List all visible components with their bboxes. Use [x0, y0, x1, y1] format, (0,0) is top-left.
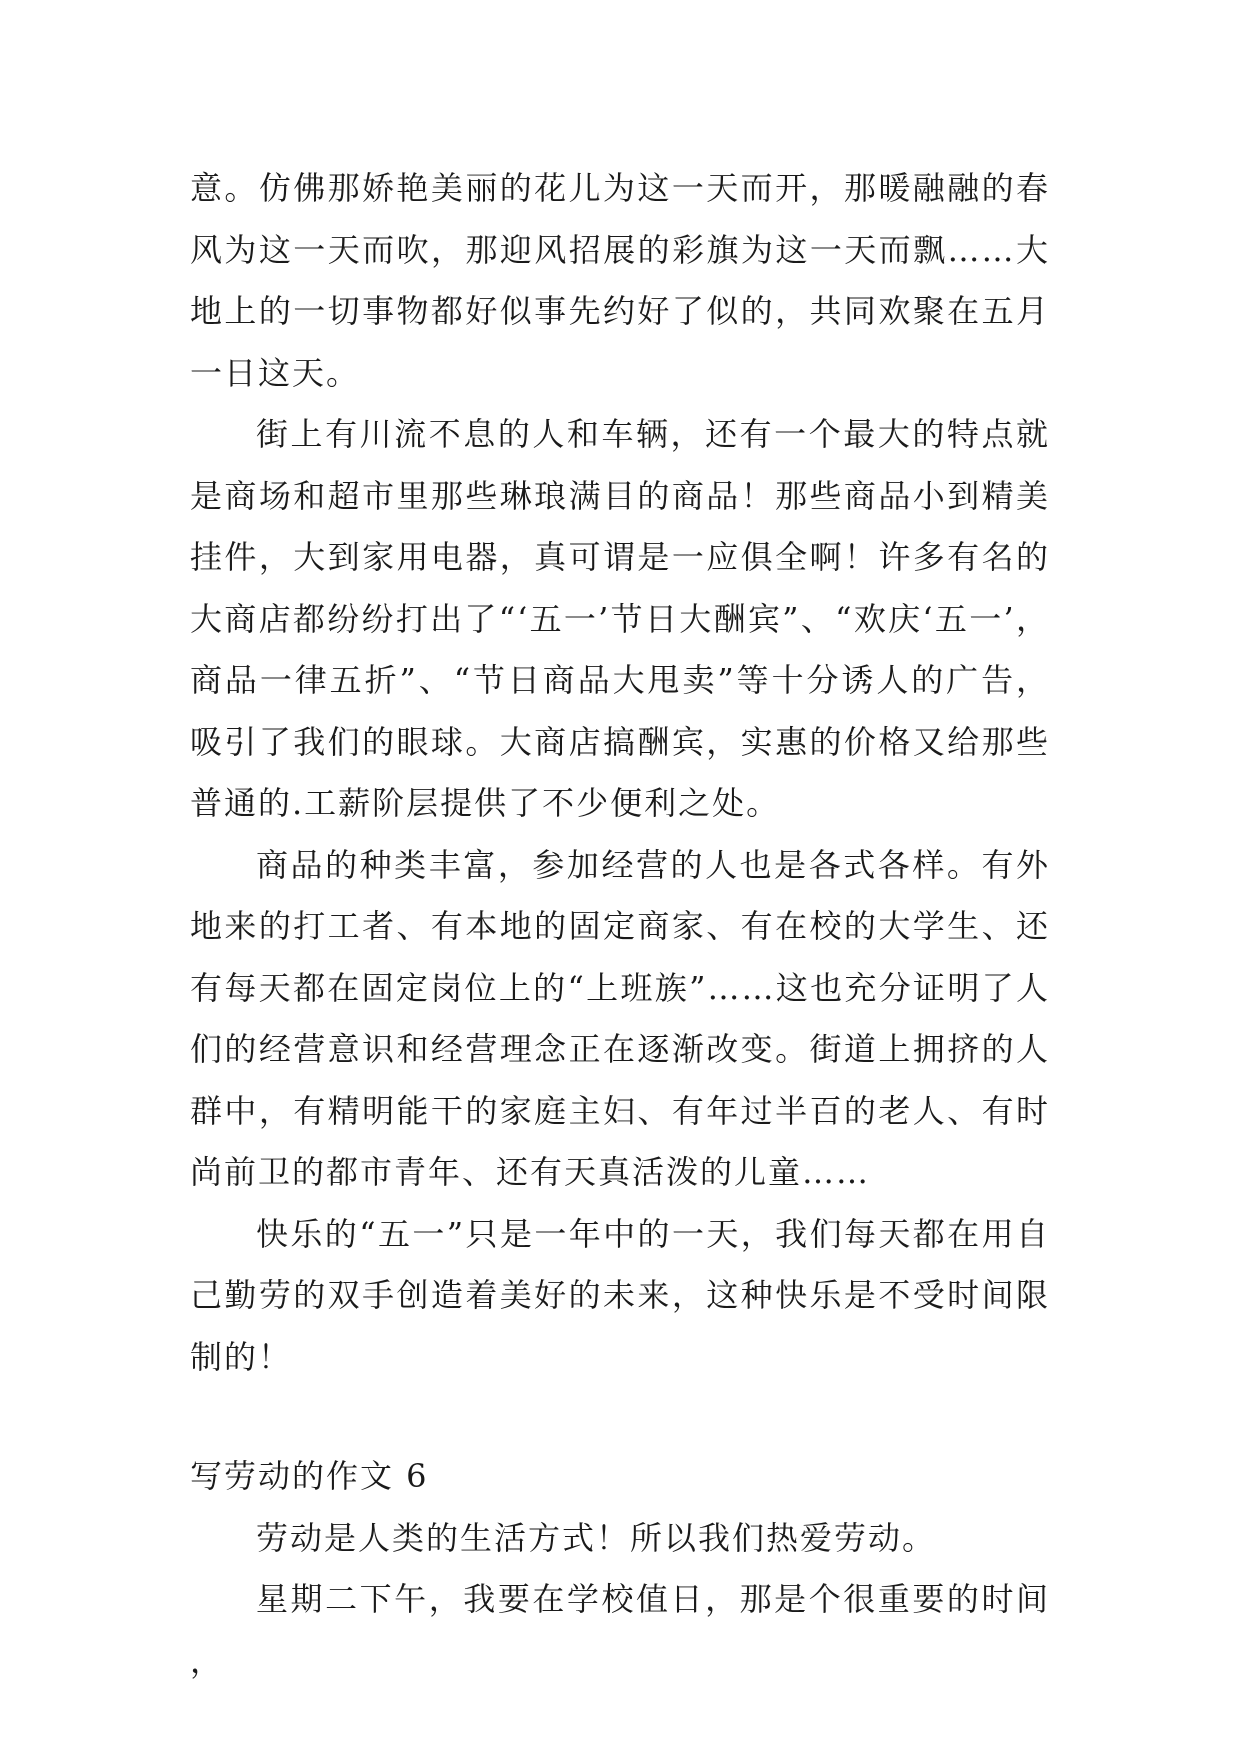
paragraph-intro: 劳动是人类的生活方式！所以我们热爱劳动。 — [256, 1518, 937, 1557]
paragraph-duty-day: 星期二下午，我要在学校值日，那是个很重要的时间， — [190, 1580, 1050, 1680]
document-body — [190, 158, 1050, 1692]
paragraph-street-scene: 街上有川流不息的人和车辆，还有一个最大的特点就是商场和超市里那些琳琅满目的商品！那些商品小到精美挂件，大到家用电器，真可谓是一应俱全啊！许多有名的大商店都纷纷打出了“‘五一’节日大酬宾”、“欢庆‘五一’，商品一律五折”、“节日商品大甩卖”等十分诱人的广告，吸引了我们的眼球。大商店搞酬宾，实惠的价格又给那些普通的.工薪阶层提供了不少便利之处。 — [190, 415, 1050, 822]
section-title: 写劳动的作文 6 — [190, 1457, 429, 1495]
paragraph-conclusion: 快乐的“五一”只是一年中的一天，我们每天都在用自己勤劳的双手创造着美好的未来，这种快乐是不受时间限制的！ — [190, 1214, 1050, 1376]
paragraph-continuation: 意。仿佛那娇艳美丽的花儿为这一天而开，那暖融融的春风为这一天而吹，那迎风招展的彩旗为这一天而飘……大地上的一切事物都好似事先约好了似的，共同欢聚在五月一日这天。 — [190, 169, 1050, 392]
paragraph-merchants: 商品的种类丰富，参加经营的人也是各式各样。有外地来的打工者、有本地的固定商家、有在校的大学生、还有每天都在固定岗位上的“上班族”……这也充分证明了人们的经营意识和经营理念正在逐渐改变。街道上拥挤的人群中，有精明能干的家庭主妇、有年过半百的老人、有时尚前卫的都市青年、还有天真活泼的儿童…… — [190, 845, 1050, 1191]
